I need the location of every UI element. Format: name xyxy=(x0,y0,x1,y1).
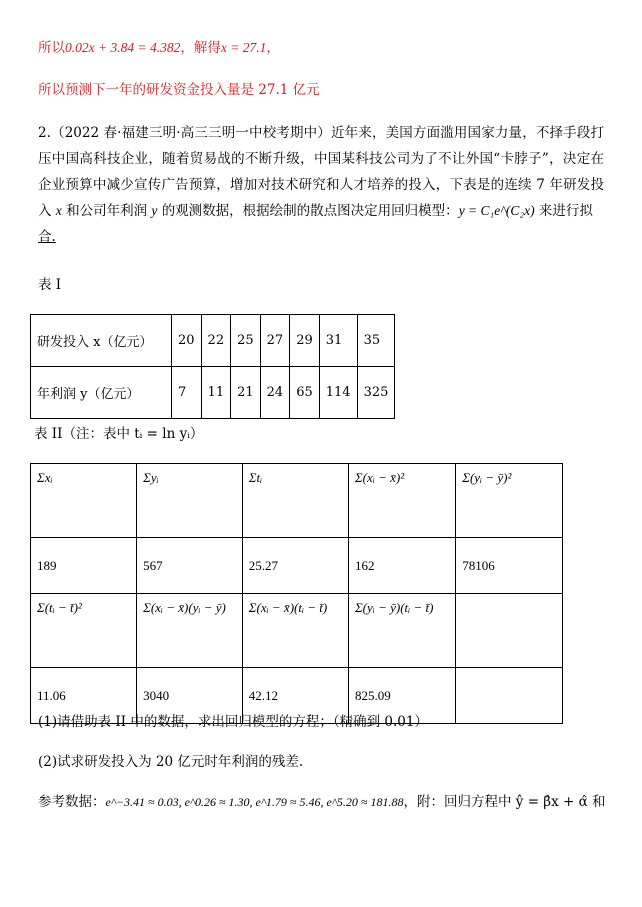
problem-text-b: 和公司年利润 xyxy=(66,203,148,219)
problem-text-c: 的观测数据，根据绘制的散点图决定用回归模型： xyxy=(161,203,459,219)
answer-equation: 0.02x + 3.84 = 4.382 xyxy=(65,40,181,55)
answer-solution: x = 27.1 xyxy=(220,40,267,55)
table1-cell: 22 xyxy=(201,315,231,367)
answer-line-1 xyxy=(38,38,280,58)
table1-cell: 24 xyxy=(260,367,290,419)
table1-cell: 25 xyxy=(231,315,261,367)
table1-cell: 7 xyxy=(172,367,202,419)
answer-prefix: 所以 xyxy=(38,40,65,56)
table2-header-row-1 xyxy=(31,464,563,538)
table2-cell: 42.12 xyxy=(242,668,348,724)
reference-values: e^−3.41 ≈ 0.03, e^0.26 ≈ 1.30, e^1.79 ≈ 5.46, e^5.20 ≈ 181.88 xyxy=(105,795,404,809)
table2-header-row-2 xyxy=(31,594,563,668)
table1-cell: 20 xyxy=(172,315,202,367)
table1-cell: 114 xyxy=(319,367,357,419)
table1-cell: 31 xyxy=(319,315,357,367)
table2-cell: 567 xyxy=(137,538,243,594)
var-y: y xyxy=(151,203,158,218)
table1-cell: 325 xyxy=(357,367,395,419)
table1-cell: 65 xyxy=(290,367,320,419)
table1-row-investment xyxy=(31,315,395,367)
table2-cell: 162 xyxy=(348,538,455,594)
table2-header: Σ(yᵢ − ȳ)² xyxy=(456,464,563,538)
table2-header: Σ(xᵢ − x̄)(tᵢ − t̄) xyxy=(242,594,348,668)
regression-model: y = C₁e^(C₂x) xyxy=(458,203,535,218)
answer-solve-text: ，解得 xyxy=(180,40,221,56)
table1-cell: 21 xyxy=(231,367,261,419)
table-2 xyxy=(30,463,563,724)
var-x: x xyxy=(55,203,62,218)
table1-caption: 表 I xyxy=(38,277,62,293)
table2-header: Σyᵢ xyxy=(137,464,243,538)
problem-source: （2022 春·福建三明·高三三明一中校考期中） xyxy=(50,125,331,141)
table2-cell: 3040 xyxy=(137,668,243,724)
table2-cell: 25.27 xyxy=(242,538,348,594)
table1-cell: 29 xyxy=(290,315,320,367)
table2-header: Σ(yᵢ − ȳ)(tᵢ − t̄) xyxy=(348,594,455,668)
table2-caption: 表 II（注：表中 tᵢ = ln yᵢ） xyxy=(34,426,204,442)
reference-data xyxy=(38,792,606,812)
problem-number: 2. xyxy=(38,125,51,141)
table1-row1-label: 研发投入 x（亿元） xyxy=(31,315,172,367)
table1-cell: 27 xyxy=(260,315,290,367)
table2-header xyxy=(456,594,563,668)
table2-cell: 11.06 xyxy=(31,668,137,724)
reference-label: 参考数据： xyxy=(38,794,106,810)
table1-row-profit xyxy=(31,367,395,419)
table1-cell: 35 xyxy=(357,315,395,367)
problem-text-e: 合. xyxy=(38,229,56,245)
problem-paragraph xyxy=(38,120,604,250)
table2-header: Σ(xᵢ − x̄)² xyxy=(348,464,455,538)
answer-line-2: 所以预测下一年的研发资金投入量是 27.1 亿元 xyxy=(38,82,320,98)
table2-value-row-1 xyxy=(31,538,563,594)
table1-cell: 11 xyxy=(201,367,231,419)
answer-end: ， xyxy=(266,40,280,56)
table2-header: Σ(xᵢ − x̄)(yᵢ − ȳ) xyxy=(137,594,243,668)
reference-tail: ，附：回归方程中 ŷ = β̂x + α̂ 和 xyxy=(403,794,606,810)
table2-cell xyxy=(456,668,563,724)
table2-cell: 825.09 xyxy=(348,668,455,724)
table2-cell: 78106 xyxy=(456,538,563,594)
table2-header: Σ(tᵢ − t̄)² xyxy=(31,594,137,668)
question-2: (2)试求研发投入为 20 亿元时年利润的残差. xyxy=(38,754,304,770)
table2-header: Σtᵢ xyxy=(242,464,348,538)
table2-header: Σxᵢ xyxy=(31,464,137,538)
problem-text-a: 近年来，美国方面滥用国家力量，不择手段打压中国高科技企业，随着贸易战的不断升级，中国某科技公司为了不让外国“卡脖子”，决定在企业预算中减少宣传广告预算，增加对技术研究和人才培养的投入，下表是的连续 7 年研发投入 xyxy=(38,125,604,219)
table1-row2-label: 年利润 y（亿元） xyxy=(31,367,172,419)
table-1 xyxy=(30,314,395,419)
table2-cell: 189 xyxy=(31,538,137,594)
question-1: (1)请借助表 II 中的数据，求出回归模型的方程；（精确到 0.01） xyxy=(38,714,428,730)
problem-text-d: 来进行拟 xyxy=(538,203,593,219)
